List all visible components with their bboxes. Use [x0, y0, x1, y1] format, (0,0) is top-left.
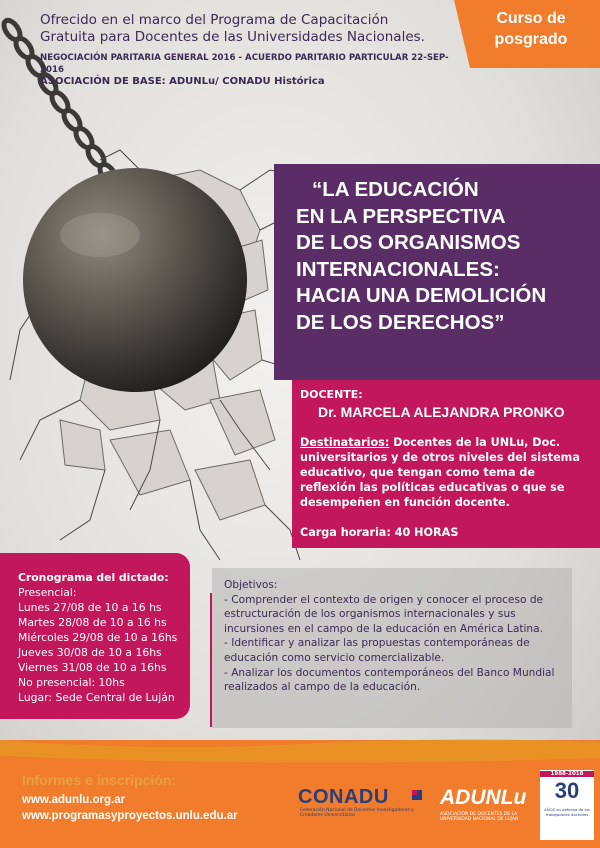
cronograma-line: Lugar: Sede Central de Luján	[18, 691, 175, 704]
title-line: DE LOS DERECHOS”	[296, 310, 505, 334]
docente-label: DOCENTE:	[300, 388, 363, 401]
badge-line-2: posgrado	[494, 31, 568, 48]
objetivos-divider	[210, 593, 212, 727]
docente-name: Dr. MARCELA ALEJANDRA PRONKO	[318, 404, 565, 420]
destinatarios-body: Docentes de la UNLu, Doc. universitarios y de otros niveles del sistema educativo, que tengan como tema de reflexión las políticas educativas o que se desempeñen en función docente.	[300, 436, 580, 509]
header-program-text	[40, 12, 460, 46]
cronograma-line: Miércoles 29/08 de 10 a 16hs	[18, 631, 178, 644]
title-line: DE LOS ORGANISMOS	[296, 231, 521, 254]
title-line: HACIA UNA DEMOLICIÓN	[296, 284, 547, 307]
course-type-badge	[470, 8, 592, 50]
programas-website-link[interactable]: www.programasyproyectos.unlu.edu.ar	[22, 810, 238, 822]
objetivo-item: - Comprender el contexto de origen y conocer el proceso de estructuración de los organismos internacionales y sus incursiones en el campo de la educación en América Latina.	[224, 593, 544, 635]
objetivo-item: - Identificar y analizar las propuestas contemporáneas de educación como servicio comercializable.	[224, 637, 530, 664]
course-title	[296, 177, 596, 336]
objetivos-title: Objetivos:	[224, 579, 278, 591]
conadu-logo-subtitle: Federación Nacional de Docentes Investigadores y Creadores Universitarios	[300, 808, 414, 818]
destinatarios-label: Destinatarios:	[300, 436, 390, 449]
objetivos-text	[224, 578, 564, 695]
adunlu-website-link[interactable]: www.adunlu.org.ar	[22, 794, 126, 806]
cronograma-line: No presencial: 10hs	[18, 676, 125, 689]
title-line: INTERNACIONALES:	[296, 257, 500, 281]
adunlu-logo: ADUNLu	[440, 786, 527, 809]
adunlu-logo-subtitle: ASOCIACIÓN DE DOCENTES DE LA UNIVERSIDAD NACIONAL DE LUJÁN	[440, 812, 519, 822]
conadu-logo: CONADU	[298, 786, 389, 808]
objetivo-item: - Analizar los documentos contemporáneos del Banco Mundial realizados al campo de la educación.	[224, 666, 555, 694]
cronograma-line: Martes 28/08 de 10 a 16 hs	[18, 616, 167, 629]
header-line-3: NEGOCIACIÓN PARITARIA GENERAL 2016 - ACUERDO PARITARIO PARTICULAR 22-SEP-2016	[40, 53, 449, 75]
title-line: EN LA PERSPECTIVA	[296, 204, 506, 228]
anniversary-number: 30	[554, 778, 580, 803]
cronograma-line: Lunes 27/08 de 10 a 16 hs	[18, 601, 162, 614]
title-line: “LA EDUCACIÓN	[312, 178, 479, 201]
destinatarios-text	[300, 435, 592, 510]
header-line-4: ASOCIACIÓN DE BASE: ADUNLu/ CONADU Histórica	[40, 76, 325, 87]
carga-horaria: Carga horaria: 40 HORAS	[300, 526, 459, 539]
cronograma-text	[18, 570, 177, 705]
cronograma-title: Cronograma del dictado:	[18, 571, 169, 584]
badge-line-1: Curso de	[496, 10, 566, 27]
wrecking-ball	[23, 168, 247, 392]
header-paritaria-text	[40, 52, 470, 88]
cronograma-line: Jueves 30/08 de 10 a 16hs	[18, 646, 162, 659]
cronograma-line: Viernes 31/08 de 10 a 16hs	[18, 661, 167, 674]
anniversary-years: 1988-2018	[540, 771, 594, 777]
anniversary-subtitle: AÑOS en defensa de los trabajadores docentes	[544, 807, 590, 817]
header-line-2: Gratuita para Docentes de las Universidades Nacionales.	[40, 29, 425, 45]
cronograma-line: Presencial:	[18, 586, 77, 599]
header-line-1: Ofrecido en el marco del Programa de Capacitación	[40, 12, 389, 28]
informes-title: Informes e inscripción:	[22, 772, 177, 788]
